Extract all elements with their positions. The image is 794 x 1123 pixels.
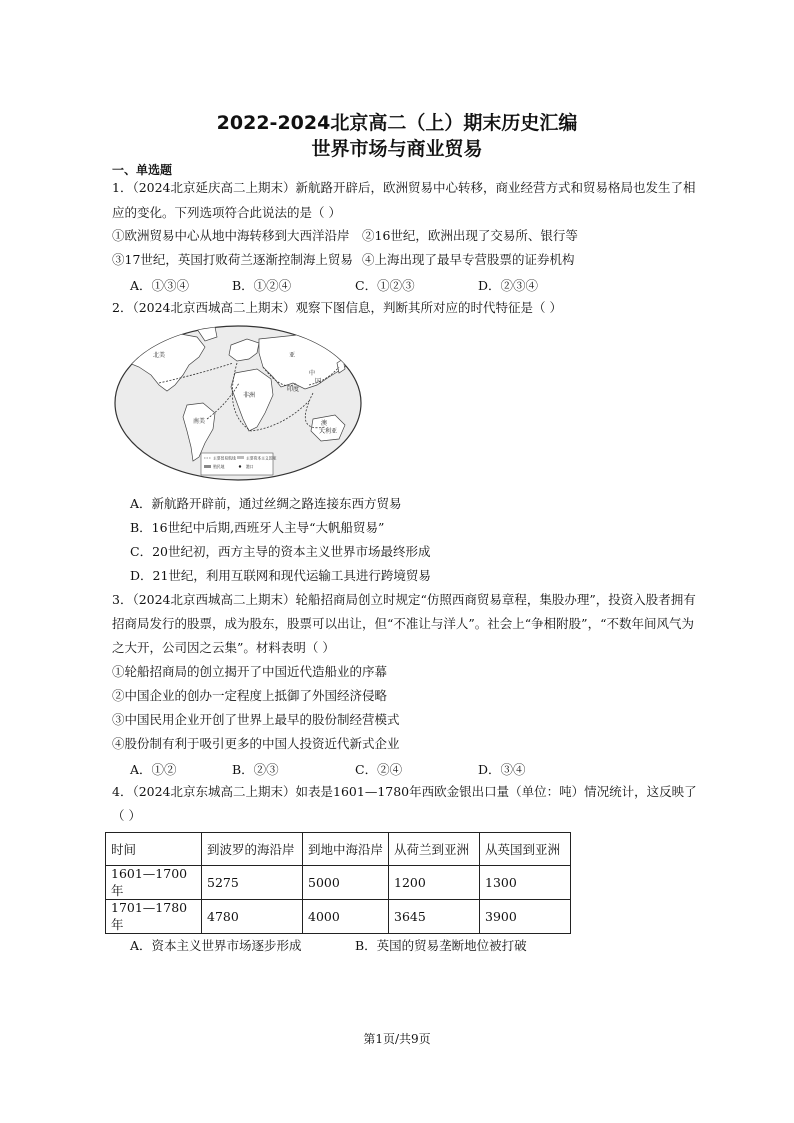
map-label-zhong: 中 <box>309 370 316 377</box>
q3-option-d: D．③④ <box>478 762 526 777</box>
table-cell: 1701—1780年 <box>106 900 202 934</box>
q4-option-a: A．资本主义世界市场逐步形成 <box>130 938 302 953</box>
table-cell: 5000 <box>303 866 389 900</box>
q3-statement-3: ③中国民用企业开创了世界上最早的股份制经营模式 <box>112 712 400 727</box>
table-header-cell: 到波罗的海沿岸 <box>202 833 303 866</box>
q2-option-c: C．20世纪初，西方主导的资本主义世界市场最终形成 <box>130 544 431 559</box>
q1-statement-3: ③17世纪，英国打败荷兰逐渐控制海上贸易 <box>112 252 353 267</box>
table-cell: 5275 <box>202 866 303 900</box>
q3-option-a: A．①② <box>130 762 177 777</box>
map-label-asia: 亚 <box>289 352 296 359</box>
silver-export-table <box>105 832 571 934</box>
q2-option-b: B．16世纪中后期,西班牙人主导“大帆船贸易” <box>130 520 385 535</box>
q2-stem: 2．（2024北京西城高二上期末）观察下图信息，判断其所对应的时代特征是（ ） <box>112 300 562 315</box>
q1-option-a: A．①③④ <box>130 278 190 293</box>
world-trade-map <box>113 323 363 486</box>
q3-option-c: C．②④ <box>355 762 403 777</box>
q2-option-a: A．新航路开辟前，通过丝绸之路连接东西方贸易 <box>130 496 402 511</box>
q3-statement-4: ④股份制有利于吸引更多的中国人投资近代新式企业 <box>112 736 400 751</box>
section-heading: 一、单选题 <box>112 163 173 177</box>
map-label-south-america: 南美 <box>193 418 206 425</box>
table-cell: 3900 <box>480 900 571 934</box>
q3-statement-1: ①轮船招商局的创立揭开了中国近代造船业的序幕 <box>112 664 388 679</box>
q1-statement-2: ②16世纪，欧洲出现了交易所、银行等 <box>362 228 578 243</box>
map-legend <box>201 453 277 475</box>
q2-option-d: D．21世纪，利用互联网和现代运输工具进行跨境贸易 <box>130 568 431 583</box>
table-cell: 1300 <box>480 866 571 900</box>
q1-option-d: D．②③④ <box>478 278 539 293</box>
q1-option-c: C．①②③ <box>355 278 415 293</box>
table-cell: 1200 <box>389 866 480 900</box>
map-label-guo: 国 <box>315 378 322 385</box>
q1-stem-line2: 应的变化。下列选项符合此说法的是（ ） <box>112 205 341 220</box>
q4-option-b: B．英国的贸易垄断地位被打破 <box>355 938 527 953</box>
document-subtitle: 世界市场与商业贸易 <box>311 138 483 160</box>
q1-stem-line1: 1．（2024北京延庆高二上期末）新航路开辟后，欧洲贸易中心转移，商业经营方式和贸易格局也发生了相 <box>112 180 696 195</box>
legend-capitalist-country: 主要资本主义国家 <box>246 455 277 461</box>
q1-statement-4: ④上海出现了最早专营股票的证券机构 <box>362 252 575 267</box>
table-row <box>106 866 571 900</box>
legend-port: 港口 <box>246 464 254 469</box>
q1-statement-1: ①欧洲贸易中心从地中海转移到大西洋沿岸 <box>112 228 350 243</box>
map-label-australia-1: 澳 <box>321 420 328 427</box>
q1-option-b: B．①②④ <box>232 278 292 293</box>
table-cell: 4000 <box>303 900 389 934</box>
map-label-australia-2: 大利亚 <box>319 428 338 435</box>
page-number-footer: 第1页/共9页 <box>363 1032 431 1046</box>
table-header-cell: 到地中海沿岸 <box>303 833 389 866</box>
table-cell: 1601—1700年 <box>106 866 202 900</box>
table-header-cell: 时间 <box>106 833 202 866</box>
table-cell: 4780 <box>202 900 303 934</box>
q3-stem-line1: 3．（2024北京西城高二上期末）轮船招商局创立时规定“仿照西商贸易章程，集股办理”，投资入股者拥有 <box>112 592 696 607</box>
table-header-cell: 从英国到亚洲 <box>480 833 571 866</box>
q3-option-b: B．②③ <box>232 762 279 777</box>
map-label-north-america: 北美 <box>153 352 166 359</box>
q4-stem-line1: 4．（2024北京东城高二上期末）如表是1601—1780年西欧金银出口量（单位：吨）情况统计，这反映了 <box>112 784 697 799</box>
legend-colony: 殖民地 <box>213 464 225 469</box>
q3-stem-line3: 之大开，公司因之云集”。材料表明（ ） <box>112 640 335 655</box>
q4-stem-line2: （ ） <box>112 808 141 823</box>
table-header-cell: 从荷兰到亚洲 <box>389 833 480 866</box>
map-label-africa: 非洲 <box>243 392 256 399</box>
table-header-row <box>106 833 571 866</box>
q3-statement-2: ②中国企业的创办一定程度上抵御了外国经济侵略 <box>112 688 388 703</box>
map-label-india: 印度 <box>287 386 300 393</box>
legend-trade-route: 主要贸易航线 <box>213 455 236 461</box>
table-cell: 3645 <box>389 900 480 934</box>
q3-stem-line2: 招商局发行的股票，成为股东，股票可以出让，但“不准让与洋人”。社会上“争相附股”，“不数年间风气为 <box>112 616 694 631</box>
document-title: 2022-2024北京高二（上）期末历史汇编 <box>216 112 578 134</box>
table-row <box>106 900 571 934</box>
